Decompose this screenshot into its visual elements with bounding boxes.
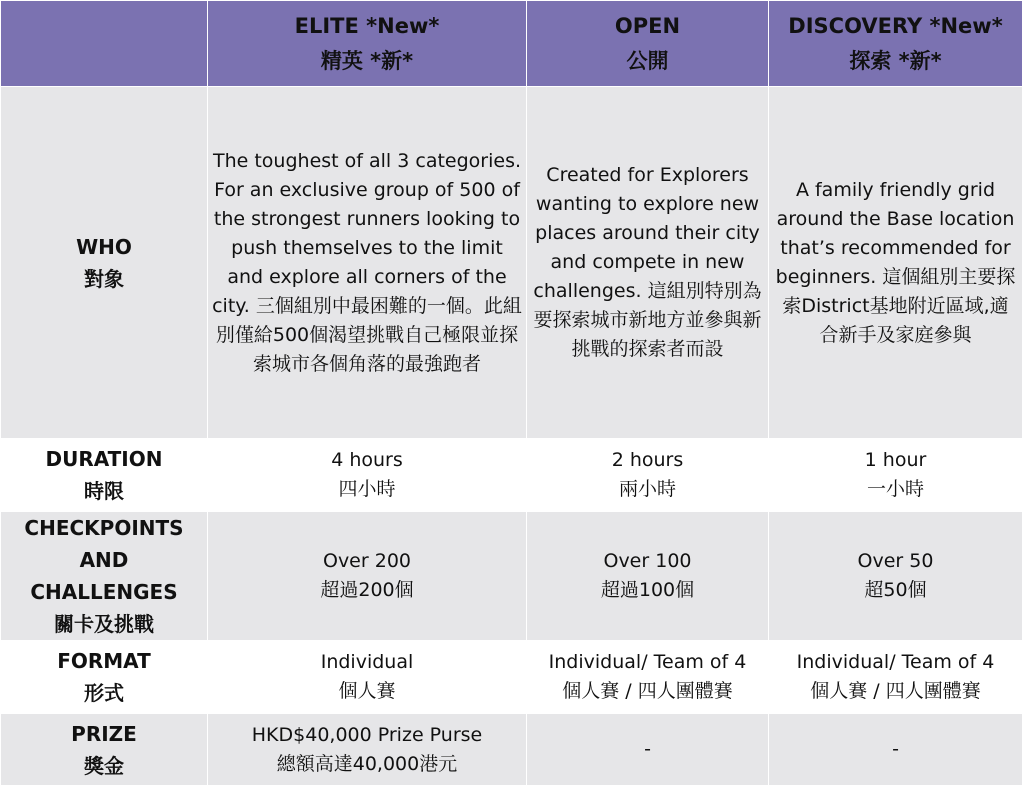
who-label-zh: 對象 bbox=[84, 266, 124, 291]
duration-label bbox=[1, 439, 208, 512]
header-elite-zh: 精英 *新* bbox=[320, 48, 414, 73]
header-discovery bbox=[769, 1, 1023, 87]
duration-open bbox=[527, 439, 769, 512]
duration-discovery-zh: 一小時 bbox=[866, 478, 924, 500]
checkpoints-label bbox=[1, 512, 208, 641]
duration-elite bbox=[208, 439, 527, 512]
format-discovery bbox=[769, 641, 1023, 714]
prize-discovery: - bbox=[769, 714, 1023, 786]
format-label-zh: 形式 bbox=[84, 681, 124, 705]
header-open-en: OPEN bbox=[614, 13, 681, 38]
duration-elite-zh: 四小時 bbox=[338, 478, 396, 500]
prize-label-zh: 獎金 bbox=[84, 753, 124, 778]
checkpoints-label-en-1: CHECKPOINTS bbox=[24, 516, 184, 540]
format-open-zh: 個人賽 / 四人團體賽 bbox=[562, 680, 733, 702]
who-label-en: WHO bbox=[76, 234, 132, 259]
prize-elite-en: HKD$40,000 Prize Purse bbox=[251, 723, 483, 746]
format-row bbox=[1, 641, 1023, 714]
duration-elite-en: 4 hours bbox=[331, 449, 403, 471]
duration-open-zh: 兩小時 bbox=[618, 478, 676, 500]
duration-open-en: 2 hours bbox=[611, 449, 684, 471]
duration-row bbox=[1, 439, 1023, 512]
checkpoints-open-en: Over 100 bbox=[603, 550, 692, 572]
header-open-zh: 公開 bbox=[626, 48, 669, 73]
checkpoints-discovery-zh: 超50個 bbox=[864, 579, 927, 601]
prize-elite bbox=[208, 714, 527, 786]
who-row bbox=[1, 87, 1023, 439]
header-blank-cell bbox=[1, 1, 208, 87]
header-discovery-en: DISCOVERY *New* bbox=[788, 13, 1003, 38]
format-open bbox=[527, 641, 769, 714]
header-open bbox=[527, 1, 769, 87]
header-elite-en: ELITE *New* bbox=[294, 13, 440, 38]
header-elite bbox=[208, 1, 527, 87]
prize-label bbox=[1, 714, 208, 786]
checkpoints-row bbox=[1, 512, 1023, 641]
format-open-en: Individual/ Team of 4 bbox=[548, 651, 747, 673]
checkpoints-elite-zh: 超過200個 bbox=[320, 579, 414, 601]
who-elite: The toughest of all 3 categories. For an exclusive group of 500 of the strongest runners looking to push themselves to the limit and explore all corners of the city. 三個組別中最困難的一個。此組別僅給500個渴望挑戰自己極限並探索城市各個角落的最強跑者 bbox=[208, 87, 527, 439]
prize-label-en: PRIZE bbox=[71, 721, 137, 746]
who-label bbox=[1, 87, 208, 439]
duration-discovery-en: 1 hour bbox=[864, 449, 927, 471]
duration-label-en: DURATION bbox=[45, 447, 163, 471]
format-elite-zh: 個人賽 bbox=[338, 680, 396, 702]
format-discovery-en: Individual/ Team of 4 bbox=[796, 651, 995, 673]
format-elite bbox=[208, 641, 527, 714]
checkpoints-label-en-2: AND CHALLENGES bbox=[30, 548, 178, 604]
checkpoints-label-zh: 關卡及挑戰 bbox=[54, 612, 154, 636]
header-discovery-zh: 探索 *新* bbox=[849, 48, 942, 73]
prize-elite-zh: 總額高達40,000港元 bbox=[276, 752, 458, 775]
checkpoints-elite bbox=[208, 512, 527, 641]
prize-row bbox=[1, 714, 1023, 786]
who-open: Created for Explorers wanting to explore new places around their city and compete in new challenges. 這組別特別為要探索城市新地方並參與新挑戰的探索者而設 bbox=[527, 87, 769, 439]
checkpoints-elite-en: Over 200 bbox=[322, 550, 411, 572]
format-elite-en: Individual bbox=[320, 651, 414, 673]
format-label bbox=[1, 641, 208, 714]
header-row bbox=[1, 1, 1023, 87]
checkpoints-discovery-en: Over 50 bbox=[857, 550, 934, 572]
duration-label-zh: 時限 bbox=[84, 479, 124, 503]
checkpoints-discovery bbox=[769, 512, 1023, 641]
prize-open: - bbox=[527, 714, 769, 786]
duration-discovery bbox=[769, 439, 1023, 512]
who-discovery: A family friendly grid around the Base location that’s recommended for beginners. 這個組別主要探索District基地附近區域,適合新手及家庭參與 bbox=[769, 87, 1023, 439]
checkpoints-open-zh: 超過100個 bbox=[600, 579, 695, 601]
format-label-en: FORMAT bbox=[57, 649, 151, 673]
format-discovery-zh: 個人賽 / 四人團體賽 bbox=[810, 680, 981, 702]
checkpoints-open bbox=[527, 512, 769, 641]
